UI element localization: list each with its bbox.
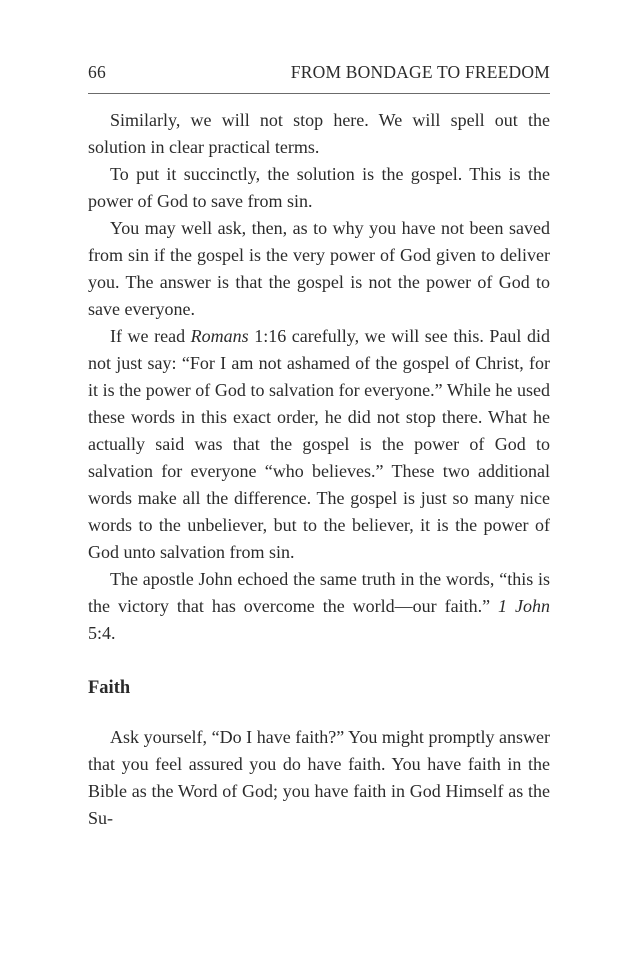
- paragraph-5-rest: 5:4.: [88, 623, 116, 643]
- scripture-book-romans: Romans: [190, 326, 249, 346]
- paragraph-2: To put it succinctly, the solution is the gospel. This is the power of God to save from sin.: [88, 164, 550, 211]
- book-page: [88, 0, 550, 958]
- section-heading: Faith: [88, 678, 131, 698]
- paragraph-6: Ask yourself, “Do I have faith?” You might promptly answer that you feel assured you do have faith. You have faith in the Bible as the Word of God; you have faith in God Himself as the Su-: [88, 727, 550, 828]
- page-number: 66: [88, 62, 106, 82]
- running-title: FROM BONDAGE TO FREEDOM: [290, 62, 550, 82]
- paragraph-3: You may well ask, then, as to why you have not been saved from sin if the gospel is the very power of God given to deliver you. The answer is that the gospel is not the power of God to save everyone.: [88, 218, 550, 319]
- paragraph-4-lead: If we read: [110, 326, 191, 346]
- paragraph-4-rest: 1:16 carefully, we will see this. Paul did not just say: “For I am not ashamed of the gospel of Christ, for it is the power of God to salvation for everyone.” While he used these words in this exact order, he did not stop there. What he actually said was that the gospel is the power of God to salvation for everyone “who believes.” These two additional words make all the difference. The gospel is just so many nice words to the unbeliever, but to the believer, it is the power of God unto salvation from sin.: [88, 326, 551, 562]
- paragraph-5: [88, 566, 550, 647]
- body-text: [88, 107, 550, 832]
- scripture-book-1-john: 1 John: [498, 596, 550, 616]
- paragraph-5-lead: The apostle John echoed the same truth in the words, “this is the victory that has overcome the world—our faith.”: [88, 569, 550, 616]
- paragraph-4: [88, 323, 550, 566]
- running-header: [88, 62, 550, 86]
- paragraph-1: Similarly, we will not stop here. We will spell out the solution in clear practical terms.: [88, 110, 550, 157]
- header-rule: [88, 93, 550, 94]
